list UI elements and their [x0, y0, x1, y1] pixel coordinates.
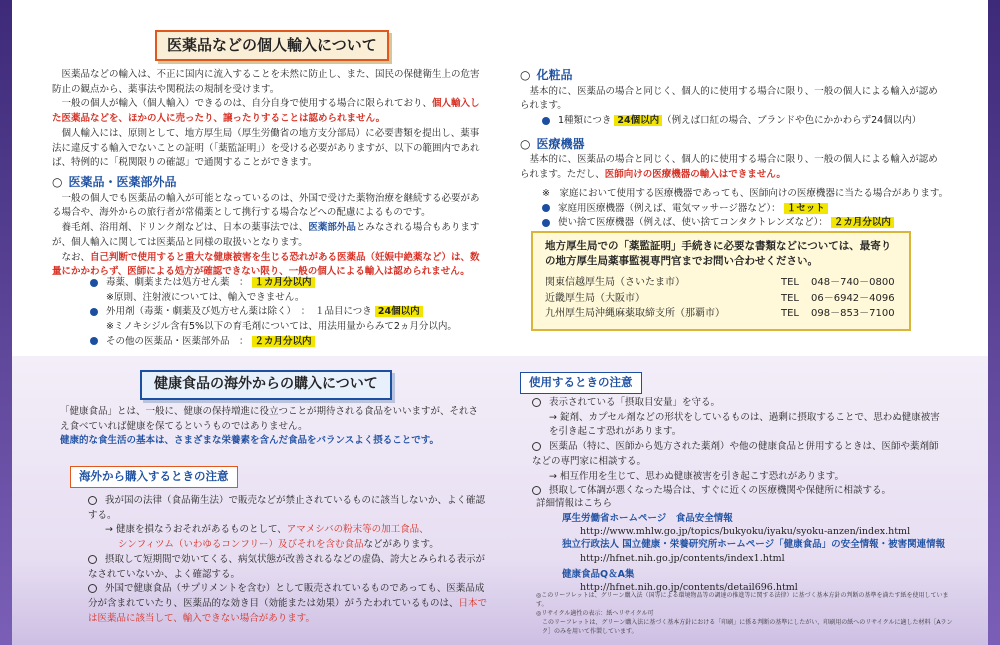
- intro-section: [52, 68, 484, 280]
- contact-row: 関東信越厚生局（さいたま市） TEL 048－740－0800: [545, 277, 895, 289]
- drugs-paragraph-1: 一般の個人でも医薬品の輸入が可能となっているのは、外国で受けた薬物治療を継続する必要がある場合や、海外からの旅行者が常備薬として携行する場合などへの配慮によるものです。: [52, 192, 480, 219]
- more-info-label: 詳細情報はこちら: [536, 498, 613, 509]
- drugs-limit-note: ※ミノキシジル含有5%以下の育毛剤については、用法用量からみて2ヵ月分以内。: [106, 321, 457, 333]
- contact-row: 九州厚生局沖縄麻薬取締支所（那覇市） TEL 098－853－7100: [545, 308, 895, 320]
- info-link-url[interactable]: http://www.mhlw.go.jp/topics/bukyoku/iyaku/syoku-anzen/index.html: [580, 526, 911, 538]
- overseas-cautions: [88, 494, 488, 626]
- drugs-limit-item: 外用剤（毒薬・劇薬及び処方せん薬は除く） ： １品目につき 24個以内: [90, 305, 480, 320]
- usage-item-1: 表示されている「摂取目安量」を守る。: [532, 396, 947, 411]
- info-link-label: 健康食品Q＆A集: [562, 568, 635, 580]
- overseas-purchase-title: 海外から購入するときの注意: [70, 466, 238, 488]
- devices-limit-item: 使い捨て医療機器（例えば、使い捨てコンタクトレンズなど）： ２カ月分以内: [520, 216, 942, 231]
- overseas-item-3: 外国で健康食品（サプリメントを含む）として販売されているものであっても、医薬品成分が含まれていたり、医薬品的な効き目（効能または効果）がうたわれているものは、日本では医薬品に該当して、輸入できない場合があります。: [88, 583, 488, 624]
- info-link-label: 厚生労働省ホームページ 食品安全情報: [562, 512, 733, 524]
- contact-heading: 地方厚生局での「薬監証明」手続きに必要な書類などについては、最寄りの地方厚生局薬事監視専門官までお問い合わせください。: [545, 240, 892, 268]
- cosmetics-limit-item: 1種類につき 24個以内 （例えば口紅の場合、ブランドや色にかかわらず24個以内）: [520, 114, 942, 129]
- contact-row: 近畿厚生局（大阪市） TEL 06－6942－4096: [545, 292, 895, 304]
- info-link-label: 独立行政法人 国立健康・栄養研究所ホームページ「健康食品」の安全情報・被害関連情報: [562, 539, 946, 551]
- intro-paragraph-3: 個人輸入には、原則として、地方厚生局（厚生労働省の地方支分部局）に必要書類を提出し、薬事法に違反する輸入でないことの証明（「薬監証明」）を受ける必要がありますが、以下の範囲内であれば、特例的に「税関限りの確認」で通関することができます。: [52, 127, 480, 169]
- overseas-item-1-detail-2: シンフィツム（いわゆるコンフリー）及びそれを含む食品などがあります。: [118, 539, 439, 551]
- right-top-section: [520, 66, 949, 231]
- drugs-limit-item: その他の医薬品・医薬部外品 ： ２カ月分以内: [90, 335, 480, 350]
- health-food-title: 健康食品の海外からの購入について: [140, 370, 392, 400]
- page-title: 医薬品などの個人輸入について: [155, 30, 389, 61]
- usage-cautions: [532, 396, 947, 499]
- usage-item-1-detail: → 錠剤、カプセル剤などの形状をしているものは、過剰に摂取することで、思わぬ健康被害を引き起こす恐れがあります。: [549, 411, 940, 438]
- overseas-item-1-detail: → 健康を損なうおそれがあるものとして、アマメシバの粉末等の加工食品、: [105, 524, 429, 536]
- intro-paragraph-1: 医薬品などの輸入は、不正に国内に流入することを未然に防止し、また、国民の保健衛生上の危害防止の観点から、薬事法や関税法の規制を受けます。: [52, 69, 480, 95]
- usage-item-3: 摂取して体調が悪くなった場合は、すぐに近くの医療機関や保健所に相談する。: [532, 484, 947, 499]
- contact-table: [545, 275, 897, 322]
- fine-print-line: このリーフレットは、グリーン購入法に基づく基本方針における「印刷」に係る判断の基準にしたがい、印刷用の紙へのリサイクルに適した材料［Aランク］のみを用いて作製しています。: [542, 619, 953, 635]
- devices-limit-item: 家庭用医療機器（例えば、電気マッサージ器など）： １セット: [520, 202, 942, 217]
- cosmetics-paragraph: 基本的に、医薬品の場合と同じく、個人的に使用する場合に限り、一般の個人による輸入が認められます。: [520, 85, 938, 112]
- health-paragraph-1: 「健康食品」とは、一般に、健康の保持増進に役立つことが期待される食品をいいますが、それさえ食べていれば健康を保てるというものではありません。: [60, 406, 479, 432]
- info-link-url[interactable]: http://hfnet.nih.go.jp/contents/detail696.html: [580, 582, 798, 594]
- drugs-paragraph-2: 養毛剤、浴用剤、ドリンク剤などは、日本の薬事法では、医薬部外品とみなされる場合もありますが、個人輸入に関しては医薬品と同様の取扱いとなります。: [52, 222, 480, 248]
- health-intro: [60, 405, 485, 449]
- right-border-bar: [988, 0, 1000, 645]
- devices-note: ※ 家庭において使用する医療機器であっても、医師向けの医療機器に当たる場合があります。: [542, 187, 949, 199]
- drugs-limits-list: [90, 276, 480, 350]
- usage-item-2: 医薬品（特に、医師から処方された薬剤）や他の健康食品と併用するときは、医師や薬剤師などの専門家に相談する。: [532, 441, 939, 467]
- fine-print-line: ◎このリーフレットは、グリーン購入法（国等による環境物品等の調達の推進等に関する法律）に基づく基本方針の判断の基準を満たす紙を使用しています。: [536, 592, 949, 608]
- cosmetics-heading: ○ 化粧品: [520, 68, 573, 82]
- usage-caution-title: 使用するときの注意: [520, 372, 642, 394]
- usage-item-2-detail: → 相互作用を生じて、思わぬ健康被害を引き起こす恐れがあります。: [549, 470, 845, 482]
- drugs-limit-item: 毒薬、劇薬または処方せん薬 ： １カ月分以内: [90, 276, 480, 291]
- contact-box: [531, 231, 911, 331]
- drugs-paragraph-3: なお、自己判断で使用すると重大な健康被害を生じる恐れがある医薬品（妊娠中絶薬など）は、数量にかかわらず、医師による処方が確認できない限り、一般の個人による輸入は認められません。: [52, 251, 480, 278]
- devices-heading: ○ 医療機器: [520, 136, 585, 151]
- drugs-limit-note: ※原則、注射液については、輸入できません。: [106, 291, 305, 303]
- left-border-bar: [0, 0, 12, 645]
- overseas-item-2: 摂取して短期間で効いてくる、病気状態が改善されるなどの虚偽、誇大とみられる表示がなされていないか、よく確認する。: [88, 553, 486, 580]
- drugs-heading: ○ 医薬品・医薬部外品: [52, 175, 177, 190]
- intro-paragraph-2: 一般の個人が輸入（個人輸入）できるのは、自分自身で使用する場合に限られており、個人輸入した医薬品などを、ほかの人に売ったり、譲ったりすることは認められません。: [52, 98, 480, 125]
- more-info-section: [536, 497, 946, 595]
- info-link-url[interactable]: http://hfnet.nih.go.jp/contents/index1.html: [580, 552, 785, 564]
- fine-print: [536, 591, 956, 636]
- health-paragraph-2: 健康的な食生活の基本は、さまざまな栄養素を含んだ食品をバランスよく摂ることです。: [60, 435, 439, 447]
- fine-print-line: ◎リサイクル適性の表示：紙へリサイクル可: [536, 610, 654, 617]
- devices-paragraph: 基本的に、医薬品の場合と同じく、個人的に使用する場合に限り、一般の個人による輸入が認められます。ただし、医師向けの医療機器の輸入はできません。: [520, 154, 938, 181]
- overseas-item-1: 我が国の法律（食品衛生法）で販売などが禁止されているものに該当しないか、よく確認する。: [88, 495, 486, 521]
